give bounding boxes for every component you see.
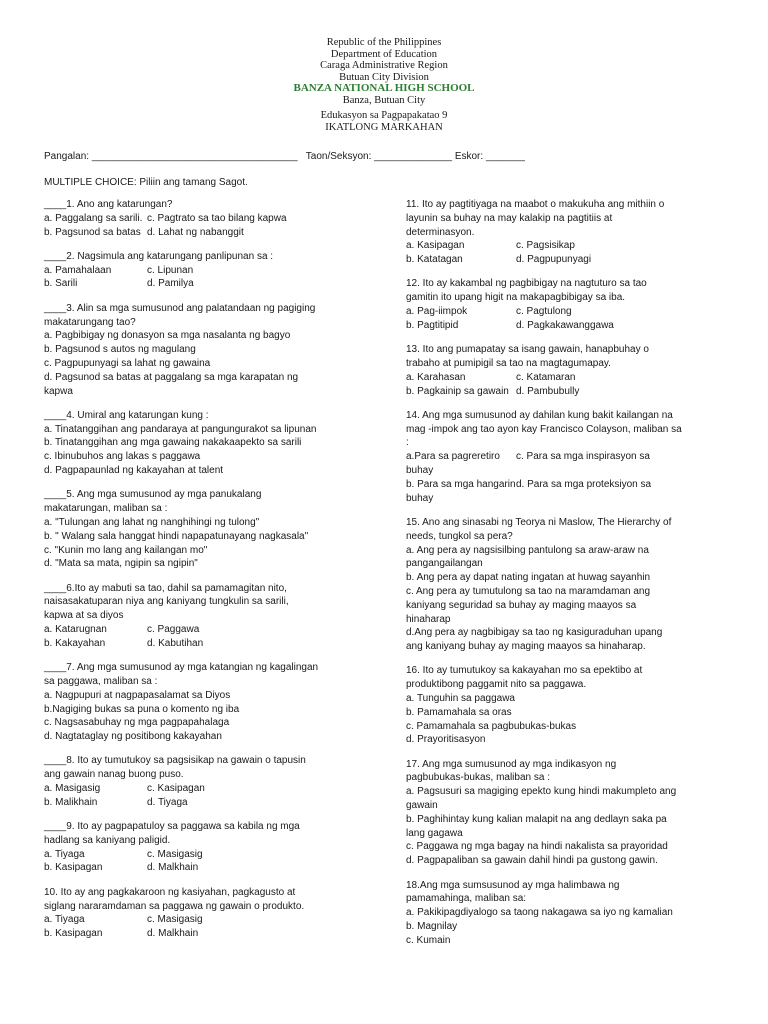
- question-line: gamitin ito upang higit na makapagbibigay sa iba.: [406, 292, 626, 304]
- question-line: pamamahinga, maliban sa:: [406, 893, 527, 905]
- question-line: 13. Ito ang pumapatay sa isang gawain, hanapbuhay o: [406, 344, 649, 356]
- subject-block: [0, 110, 768, 134]
- question-line: b. Ang pera ay dapat nating ingatan at huwag sayanhin: [406, 572, 651, 584]
- choice-row: [406, 492, 736, 506]
- question-line: b. Magnilay: [406, 920, 458, 932]
- question-line: 12. Ito ay kakambal ng pagbibigay na nagtuturo sa tao: [406, 278, 647, 290]
- question-line: ____2. Nagsimula ang katarungang panlipunan sa :: [44, 250, 274, 262]
- question-line: ____4. Umiral ang katarungan kung :: [44, 409, 209, 421]
- score-label: Eskor:: [454, 151, 484, 162]
- choice-option: a. Kasipagan: [406, 240, 465, 252]
- choice-row: [44, 927, 372, 941]
- question-line: b. Paghihintay kung kalian malapit na ang dedlayn saka pa: [406, 813, 667, 825]
- question-line: c. Ibinubuhos ang lakas s paggawa: [44, 451, 201, 463]
- choice-option: a. Paggalang sa sarili.: [44, 212, 143, 224]
- question-line: d. Prayoritisasyon: [406, 734, 486, 746]
- question-item: [406, 198, 736, 267]
- choice-row: [406, 385, 736, 399]
- name-blank[interactable]: _____________________________________: [91, 151, 298, 162]
- question-line: a. Nagpupuri at nagpapasalamat sa Diyos: [44, 689, 231, 701]
- question-item: [44, 488, 372, 571]
- choice-option: a. Karahasan: [406, 371, 466, 383]
- header-line: Caraga Administrative Region: [320, 60, 448, 72]
- choice-option: a. Tiyaga: [44, 914, 85, 926]
- score-blank[interactable]: _______: [485, 151, 525, 162]
- question-item: [406, 277, 736, 332]
- header-line: Butuan City Division: [339, 71, 429, 83]
- question-line: 11. Ito ay pagtitiyaga na maabot o makukuha ang mithiin o: [406, 199, 665, 210]
- choice-option: b. Kasipagan: [44, 928, 103, 940]
- choice-row: [44, 264, 372, 278]
- choice-option: d. Tiyaga: [147, 796, 188, 808]
- choice-option: d. Malkhain: [147, 862, 199, 874]
- question-line: determinasyon.: [406, 226, 475, 238]
- choice-row: [44, 796, 372, 810]
- choice-option: buhay: [406, 492, 434, 504]
- choice-row: [406, 450, 736, 464]
- question-line: d. Nagtataglay ng positibong kakayahan: [44, 731, 222, 743]
- question-item: [406, 879, 736, 948]
- choice-option: a. Katarugnan: [44, 624, 107, 636]
- questions-right-column: [406, 198, 736, 958]
- section-label: Taon/Seksyon:: [305, 151, 372, 162]
- choice-option: b. Sarili: [44, 278, 78, 290]
- choice-option: c. Kasipagan: [147, 782, 205, 794]
- question-line: ang gawain nanag buong puso.: [44, 769, 184, 781]
- question-line: trabaho at pumipigil sa tao na magtagumapay.: [406, 357, 611, 369]
- choice-option: c. Katamaran: [516, 371, 576, 383]
- choice-option: b. Kasipagan: [44, 862, 103, 874]
- choice-row: [44, 623, 372, 637]
- question-line: 17. Ang mga sumusunod ay mga indikasyon ng: [406, 758, 617, 770]
- choice-option: d. Pagpupunyagi: [516, 254, 592, 266]
- question-line: c. Paggawa ng mga bagay na hindi nakalista sa prayoridad: [406, 841, 668, 853]
- choice-option: c. Masigasig: [147, 848, 203, 860]
- header-line: Department of Education: [330, 48, 438, 60]
- choice-option: buhay: [406, 465, 434, 477]
- question-line: siglang nararamdaman sa paggawa ng gawain o produkto.: [44, 900, 305, 912]
- choice-row: [44, 637, 372, 651]
- question-line: a. Pakikipagdiyalogo sa taong nakagawa sa iyo ng kamalian: [406, 907, 673, 919]
- choice-option: c. Pagtrato sa tao bilang kapwa: [147, 212, 287, 224]
- school-address: Banza, Butuan City: [342, 94, 426, 106]
- question-line: c. "Kunin mo lang ang kailangan mo": [44, 544, 208, 556]
- question-line: ____1. Ano ang katarungan?: [44, 199, 173, 210]
- section-blank[interactable]: ______________: [374, 151, 453, 162]
- name-label: Pangalan:: [44, 151, 90, 162]
- question-line: b. Pagsunod s autos ng magulang: [44, 344, 196, 356]
- choice-row: [406, 239, 736, 253]
- question-line: kapwa: [44, 385, 73, 397]
- question-line: a. "Tulungan ang lahat ng nanghihingi ng tulong": [44, 516, 260, 528]
- choice-row: [44, 226, 372, 240]
- choice-row: [44, 913, 372, 927]
- question-item: [44, 661, 372, 744]
- question-line: b. Tinatanggihan ang mga gawaing nakakaapekto sa sarili: [44, 437, 302, 449]
- question-item: [44, 302, 372, 399]
- choice-option: b. Katatagan: [406, 254, 463, 266]
- question-line: ____8. Ito ay tumutukoy sa pagsisikap na gawain o tapusin: [44, 755, 306, 767]
- choice-option: c. Masigasig: [147, 914, 203, 926]
- choice-row: [44, 848, 372, 862]
- question-line: pagbubukas-bukas, maliban sa :: [406, 772, 550, 784]
- question-line: 14. Ang mga sumusunod ay dahilan kung bakit kailangan na: [406, 409, 673, 421]
- choice-option: b. Pagkainip sa gawain: [406, 385, 509, 397]
- questions-left-column: [44, 198, 372, 951]
- question-line: ang kaniyang buhay ay maging maayos sa hinaharap.: [406, 641, 646, 653]
- question-line: d. Pagpapaliban sa gawain dahil hindi pa gustong gawin.: [406, 855, 658, 867]
- question-line: sa paggawa, maliban sa :: [44, 675, 158, 687]
- question-item: [44, 582, 372, 651]
- quarter-title: IKATLONG MARKAHAN: [325, 121, 443, 133]
- question-line: needs, tungkol sa pera?: [406, 530, 513, 542]
- choice-option: a. Masigasig: [44, 782, 101, 794]
- choice-option: c. Paggawa: [147, 624, 200, 636]
- header-line: Republic of the Philippines: [326, 37, 442, 48]
- question-line: 15. Ano ang sinasabi ng Teorya ni Maslow, The Hierarchy of: [406, 516, 672, 528]
- choice-option: c. Lipunan: [147, 264, 194, 276]
- question-line: c. Ang pera ay tumutulong sa tao na maramdaman ang: [406, 585, 651, 597]
- choice-option: a.Para sa pagreretiro: [406, 451, 500, 463]
- choice-row: [44, 782, 372, 796]
- student-info-line: [44, 151, 525, 162]
- choice-row: [406, 371, 736, 385]
- question-line: mag -impok ang tao ayon kay Francisco Colayson, maliban sa: [406, 423, 682, 435]
- choice-row: [406, 253, 736, 267]
- question-item: [44, 886, 372, 941]
- choice-option: a. Pag-iimpok: [406, 306, 468, 318]
- choice-option: b. Malikhain: [44, 796, 98, 808]
- choice-option: b. Pagsunod sa batas: [44, 226, 141, 238]
- question-line: a. Ang pera ay nagsisilbing pantulong sa araw-araw na: [406, 544, 649, 556]
- choice-option: d. Pagkakawanggawa: [516, 319, 614, 331]
- question-line: 10. Ito ay ang pagkakaroon ng kasiyahan, pagkagusto at: [44, 886, 296, 898]
- question-line: layunin sa buhay na may kalakip na pagtitiis at: [406, 212, 613, 224]
- choice-option: c. Pagsisikap: [516, 240, 575, 252]
- choice-option: a. Tiyaga: [44, 848, 85, 860]
- question-line: b.Nagiging bukas sa puna o komento ng iba: [44, 703, 240, 715]
- question-line: :: [406, 437, 409, 449]
- question-line: hadlang sa kaniyang paligid.: [44, 834, 171, 846]
- question-line: ____7. Ang mga sumusunod ay mga katangian ng kagalingan: [44, 662, 319, 674]
- question-line: a. Tunguhin sa paggawa: [406, 693, 515, 704]
- question-item: [44, 250, 372, 291]
- choice-row: [406, 319, 736, 333]
- question-line: d. Pagsunod sa batas at paggalang sa mga karapatan ng: [44, 371, 299, 383]
- choice-option: b. Pagtitipid: [406, 319, 459, 331]
- choice-option: b. Para sa mga hangarin: [406, 478, 516, 490]
- question-line: c. Kumain: [406, 934, 451, 946]
- question-line: ____9. Ito ay pagpapatuloy sa paggawa sa kabila ng mga: [44, 821, 300, 833]
- question-line: d.Ang pera ay nagbibigay sa tao ng kasiguraduhan upang: [406, 627, 663, 639]
- choice-row: [44, 861, 372, 875]
- question-line: a. Pagbibigay ng donasyon sa mga nasalanta ng bagyo: [44, 330, 291, 342]
- choice-option: d. Malkhain: [147, 928, 199, 940]
- school-name: BANZA NATIONAL HIGH SCHOOL: [293, 82, 475, 95]
- question-line: kaniyang seguridad sa buhay ay maging maayos sa: [406, 599, 637, 611]
- question-line: d. Pagpapaunlad ng kakayahan at talent: [44, 465, 224, 477]
- choice-option: b. Kakayahan: [44, 637, 106, 649]
- choice-option: a. Pamahalaan: [44, 264, 112, 276]
- question-item: [406, 343, 736, 398]
- instructions: MULTIPLE CHOICE: Piliin ang tamang Sagot.: [44, 177, 248, 188]
- question-line: naisasakatuparan niya ang kaniyang tungkulin sa sarili,: [44, 596, 289, 608]
- question-item: [406, 664, 736, 747]
- choice-option: d. Pambubully: [516, 385, 580, 397]
- question-line: c. Nagsasabuhay ng mga pagpapahalaga: [44, 717, 230, 729]
- choice-row: [406, 305, 736, 319]
- question-line: pangangailangan: [406, 558, 483, 570]
- choice-option: d. Pamilya: [147, 278, 194, 290]
- question-line: lang gagawa: [406, 827, 463, 839]
- choice-option: d. Lahat ng nabanggit: [147, 226, 244, 238]
- choice-row: [406, 478, 736, 492]
- choice-option: d. Kabutihan: [147, 637, 204, 649]
- question-line: ____5. Ang mga sumusunod ay mga panukalang: [44, 489, 262, 501]
- question-line: b. Pamamahala sa oras: [406, 706, 512, 718]
- question-line: makatarungang tao?: [44, 316, 136, 328]
- question-item: [44, 198, 372, 239]
- question-line: b. " Walang sala hanggat hindi napapatunayang nagkasala": [44, 530, 309, 542]
- question-line: c. Pagpupunyagi sa lahat ng gawaina: [44, 357, 211, 369]
- choice-option: c. Pagtulong: [516, 306, 572, 318]
- question-line: ____6.Ito ay mabuti sa tao, dahil sa pamamagitan nito,: [44, 582, 287, 594]
- question-line: d. "Mata sa mata, ngipin sa ngipin": [44, 558, 198, 570]
- choice-option: d. Para sa mga proteksiyon sa: [516, 478, 652, 490]
- question-item: [44, 409, 372, 478]
- document-header: [0, 37, 768, 107]
- question-item: [406, 516, 736, 654]
- question-line: c. Pamamahala sa pagbubukas-bukas: [406, 720, 577, 732]
- choice-row: [406, 464, 736, 478]
- question-line: a. Tinatanggihan ang pandaraya at pangungurakot sa lipunan: [44, 423, 317, 435]
- choice-row: [44, 212, 372, 226]
- question-line: 16. Ito ay tumutukoy sa kakayahan mo sa epektibo at: [406, 665, 643, 677]
- question-line: ____3. Alin sa mga sumusunod ang palatandaan ng pagiging: [44, 302, 316, 314]
- question-line: gawain: [406, 800, 438, 812]
- question-item: [406, 758, 736, 868]
- question-line: a. Pagsusuri sa magiging epekto kung hindi makumpleto ang: [406, 786, 677, 798]
- question-item: [44, 754, 372, 809]
- question-line: 18.Ang mga sumsusunod ay mga halimbawa ng: [406, 879, 620, 891]
- question-line: produktibong paggamit nito sa paggawa.: [406, 679, 587, 691]
- question-line: makatarungan, maliban sa :: [44, 503, 168, 515]
- question-item: [44, 820, 372, 875]
- choice-option: c. Para sa mga inspirasyon sa: [516, 451, 650, 463]
- question-line: hinaharap: [406, 613, 451, 625]
- question-item: [406, 409, 736, 506]
- choice-row: [44, 277, 372, 291]
- subject-title: Edukasyon sa Pagpapakatao 9: [320, 110, 448, 121]
- question-line: kapwa at sa diyos: [44, 610, 124, 622]
